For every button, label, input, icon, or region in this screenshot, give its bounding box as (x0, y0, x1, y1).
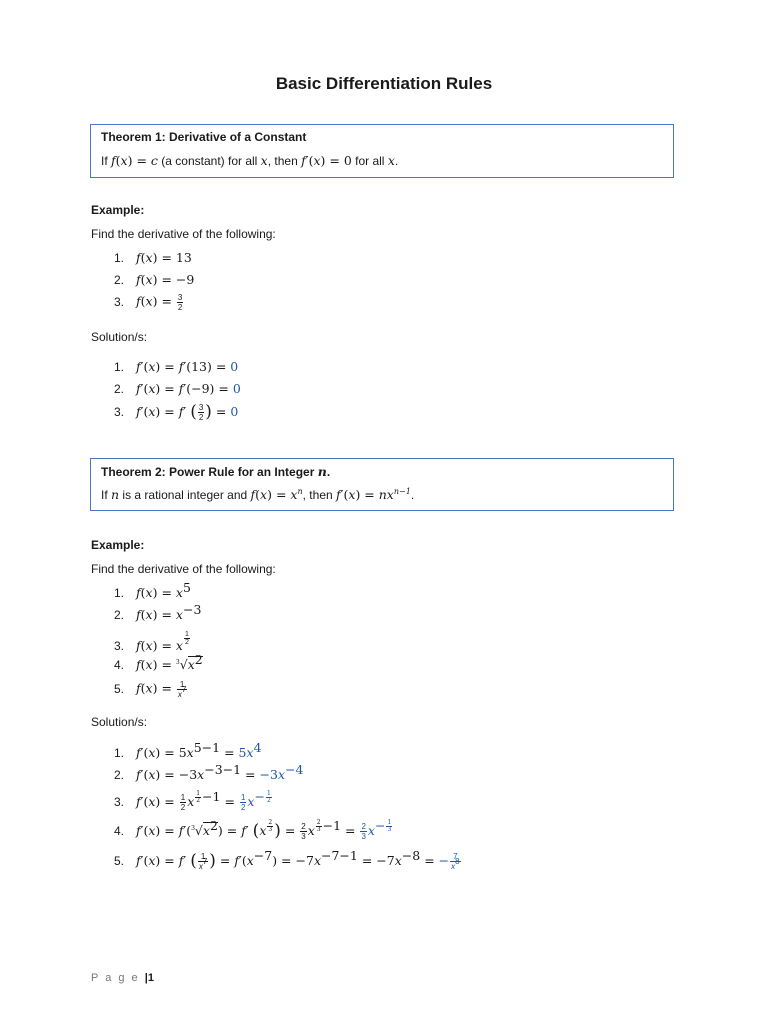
example-1-solution-label: Solution/s: (91, 330, 148, 344)
example-2-item-3: 3. f(x) = x $\frac{1}{2}$ (114, 631, 189, 653)
theorem-1-statement: If f(x) = c (a constant) for all x, then f′(x) = 0 for all x. (101, 153, 399, 168)
example-1-item-3: 3. f(x) = $\frac{3}{2}$ (114, 293, 183, 312)
example-2-solution-label: Solution/s: (91, 715, 148, 729)
page-title: Basic Differentiation Rules (275, 74, 493, 93)
example-2-item-2: 2. $f(x) = x^{-3}$ (114, 602, 202, 622)
example-2-item-1: 1. $f(x) = x^5$ (114, 580, 191, 600)
example-1-item-2: 2. f(x) = −9 (114, 272, 195, 287)
theorem-1-box (90, 124, 674, 178)
theorem-2-title: Theorem 2: Power Rule for an Integer n. (101, 464, 331, 479)
example-2-prompt: Find the derivative of the following: (91, 562, 276, 576)
example-2-solution-1: 1. $f'(x) = 5x^{5-1} = 5x^4$ (114, 740, 262, 760)
example-1-solution-3: 3. f′(x) = f′ ( $\frac{3}{2}$ ) = 0 (114, 402, 239, 423)
example-2-solution-5: 5. f′(x) = f′ ( $\frac{1}{x^7}$ ) = $f'(x^{-7}) = -7x^{-7-1} = -7x^{-8}$ = − $\frac{7}{x^8}$ (114, 848, 460, 872)
example-1-solution-1: 1. f′(x) = f′(13) = 0 (114, 359, 239, 374)
example-2-solution-4: 4. $f'(x) = f'(^3√x^2) = f'$ (x $^{\frac{2}{3}}$ ) = $\frac{2}{3}$ x $^{\frac{2}{3} -1}$ = $\frac{2}{3}$ $x^{- \frac{1}{3}}$ (114, 818, 392, 842)
example-2-item-5: 5. f(x) = $\frac{1}{x^7}$ (114, 680, 187, 699)
example-1-prompt: Find the derivative of the following: (91, 227, 276, 241)
page-footer: P a g e |1 (91, 972, 154, 984)
example-2-solution-2: 2. $f'(x) = -3x^{-3-1} = -3x^{-4}$ (114, 762, 304, 782)
example-1-item-1: 1. f(x) = 13 (114, 250, 192, 265)
example-2-item-4: 4. $f(x) = ^3√x^2$ (114, 652, 203, 672)
theorem-1-title: Theorem 1: Derivative of a Constant (101, 130, 307, 144)
theorem-2-statement: If n is a rational integer and $f(x) = x^n$, then $f'(x) = nx^{n-1}$. (101, 487, 415, 502)
example-2-label: Example: (91, 538, 145, 552)
example-1-solution-2: 2. f′(x) = f′(−9) = 0 (114, 381, 241, 396)
example-1-label: Example: (91, 203, 145, 217)
theorem-2-box (90, 458, 674, 511)
example-2-solution-3: 3. f′(x) = $\frac{1}{2}$ x $^{\frac{1}{2} -1}$ = $\frac{1}{2}$ $x^{- \frac{1}{2}}$ (114, 789, 271, 813)
